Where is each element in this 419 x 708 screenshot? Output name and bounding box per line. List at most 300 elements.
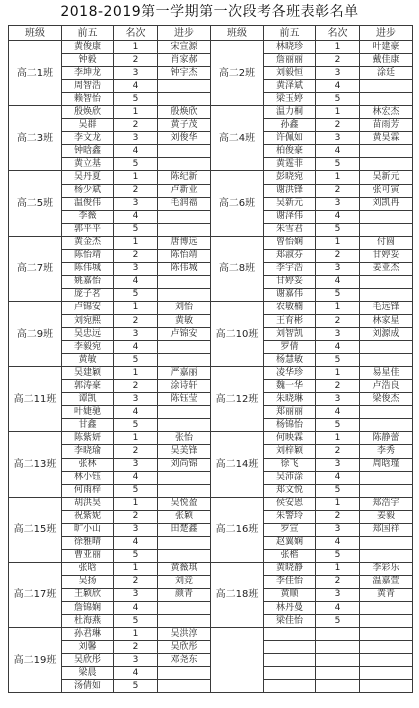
- top5-student: 旷小山: [62, 523, 114, 536]
- rank: 4: [114, 210, 158, 223]
- top5-student: 曾怡娴: [264, 236, 316, 249]
- table-row: [9, 236, 413, 249]
- rank: 1: [114, 171, 158, 184]
- rank: 4: [114, 275, 158, 288]
- rank: 4: [114, 406, 158, 419]
- rank: 3: [114, 132, 158, 145]
- progress-student: 刘尚锦: [158, 458, 211, 471]
- rank: 4: [114, 536, 158, 549]
- rank: 1: [114, 367, 158, 380]
- rank: 3: [316, 393, 360, 406]
- rank: 5: [316, 288, 360, 301]
- progress-student: 邓尧东: [158, 654, 211, 667]
- progress-student: 黄敏: [158, 314, 211, 327]
- top5-student: 吴沛涂: [264, 471, 316, 484]
- progress-student: [360, 288, 413, 301]
- progress-student: 张可寅: [360, 184, 413, 197]
- progress-student: 张颖: [158, 510, 211, 523]
- progress-student: [360, 158, 413, 171]
- rank: 1: [316, 171, 360, 184]
- progress-student: 陈伟城: [158, 262, 211, 275]
- progress-student: [360, 275, 413, 288]
- top5-student: 陈怡靖: [62, 249, 114, 262]
- progress-student: [360, 680, 413, 693]
- top5-student: 徐雅晴: [62, 536, 114, 549]
- progress-student: 温嘉萱: [360, 575, 413, 588]
- progress-student: [360, 93, 413, 106]
- progress-student: 林宏杰: [360, 106, 413, 119]
- table-row: [9, 41, 413, 54]
- progress-student: [158, 484, 211, 497]
- progress-student: 张怡: [158, 432, 211, 445]
- honor-roll-table: [8, 25, 413, 693]
- top5-student: 孙君琳: [62, 628, 114, 641]
- rank: 1: [316, 432, 360, 445]
- rank: 5: [114, 549, 158, 562]
- class-name: 高二15班: [9, 497, 62, 562]
- class-name: 高二12班: [211, 367, 264, 432]
- rank: 5: [316, 93, 360, 106]
- table-row: [9, 301, 413, 314]
- progress-student: 刘凯冉: [360, 197, 413, 210]
- top5-student: 钟毅: [62, 54, 114, 67]
- top5-student: 许佩如: [264, 132, 316, 145]
- header-top5: 前五: [62, 26, 114, 41]
- progress-student: 卢新业: [158, 184, 211, 197]
- rank: 2: [316, 314, 360, 327]
- rank: 4: [114, 667, 158, 680]
- progress-student: [360, 536, 413, 549]
- rank: 4: [316, 341, 360, 354]
- rank: 5: [316, 549, 360, 562]
- progress-student: 付圆: [360, 236, 413, 249]
- rank: [316, 680, 360, 693]
- progress-student: 毛远锋: [360, 301, 413, 314]
- progress-student: 黄薇琪: [158, 562, 211, 575]
- progress-student: [158, 158, 211, 171]
- progress-student: 宋宣源: [158, 41, 211, 54]
- class-name: 高二6班: [211, 171, 264, 236]
- progress-student: 田楚鑫: [158, 523, 211, 536]
- rank: 5: [114, 484, 158, 497]
- top5-student: [264, 680, 316, 693]
- progress-student: [158, 93, 211, 106]
- rank: 1: [114, 301, 158, 314]
- rank: 5: [114, 419, 158, 432]
- progress-student: 梁俊杰: [360, 393, 413, 406]
- top5-student: 李薇: [62, 210, 114, 223]
- rank: [316, 654, 360, 667]
- top5-student: 温俊伟: [62, 197, 114, 210]
- progress-student: [360, 145, 413, 158]
- progress-student: [158, 288, 211, 301]
- top5-student: 胡洪昊: [62, 497, 114, 510]
- rank: 5: [114, 288, 158, 301]
- top5-student: 赵翼娴: [264, 536, 316, 549]
- class-name: 高二7班: [9, 236, 62, 301]
- rank: 1: [114, 497, 158, 510]
- progress-student: 郑国祥: [360, 523, 413, 536]
- progress-student: [360, 341, 413, 354]
- progress-student: 刘怡: [158, 301, 211, 314]
- rank: [316, 628, 360, 641]
- top5-student: 林丹曼: [264, 602, 316, 615]
- rank: 2: [114, 575, 158, 588]
- rank: 1: [316, 106, 360, 119]
- top5-student: 何映霖: [264, 432, 316, 445]
- progress-student: 殷焕欣: [158, 106, 211, 119]
- progress-student: 涂诗轩: [158, 380, 211, 393]
- rank: 4: [114, 341, 158, 354]
- progress-student: [158, 680, 211, 693]
- progress-student: [158, 471, 211, 484]
- rank: 4: [114, 602, 158, 615]
- top5-student: 郭平平: [62, 223, 114, 236]
- progress-student: 毛润福: [158, 197, 211, 210]
- rank: 2: [316, 510, 360, 523]
- rank: 4: [316, 145, 360, 158]
- top5-student: 黄敏: [62, 354, 114, 367]
- rank: 1: [316, 497, 360, 510]
- top5-student: 朱警玲: [264, 510, 316, 523]
- rank: 3: [316, 458, 360, 471]
- progress-student: [360, 80, 413, 93]
- header-progress: 进步: [158, 26, 211, 41]
- rank: 3: [316, 67, 360, 80]
- top5-student: 林小钰: [62, 471, 114, 484]
- header-row: [9, 26, 413, 41]
- progress-student: [360, 471, 413, 484]
- table-body: [9, 26, 413, 693]
- class-name: 高二14班: [211, 432, 264, 497]
- progress-student: 周晗瑾: [360, 458, 413, 471]
- rank: 2: [114, 249, 158, 262]
- class-name: 高二11班: [9, 367, 62, 432]
- class-name: 高二9班: [9, 301, 62, 366]
- rank: 4: [114, 80, 158, 93]
- top5-student: 刘馨: [62, 641, 114, 654]
- class-name: 高二8班: [211, 236, 264, 301]
- rank: 1: [316, 41, 360, 54]
- top5-student: 张林: [62, 458, 114, 471]
- top5-student: 罗宣: [264, 523, 316, 536]
- table-row: [9, 432, 413, 445]
- header-class: 班级: [9, 26, 62, 41]
- progress-student: 黄青: [360, 588, 413, 601]
- progress-student: [158, 275, 211, 288]
- top5-student: 朱晓琳: [264, 393, 316, 406]
- top5-student: 柏俊豪: [264, 145, 316, 158]
- rank: 3: [114, 588, 158, 601]
- top5-student: 吴欣彤: [62, 654, 114, 667]
- rank: 1: [114, 41, 158, 54]
- progress-student: [360, 628, 413, 641]
- rank: 4: [316, 602, 360, 615]
- rank: 5: [114, 354, 158, 367]
- top5-student: 农敏楠: [264, 301, 316, 314]
- top5-student: 温力桐: [264, 106, 316, 119]
- top5-student: 侯安恩: [264, 497, 316, 510]
- top5-student: 梁晨: [62, 667, 114, 680]
- rank: 2: [114, 54, 158, 67]
- top5-student: 黄立基: [62, 158, 114, 171]
- rank: 3: [316, 197, 360, 210]
- class-name: 高二5班: [9, 171, 62, 236]
- rank: 4: [316, 471, 360, 484]
- progress-student: 陈怡靖: [158, 249, 211, 262]
- rank: 2: [114, 380, 158, 393]
- rank: 2: [114, 119, 158, 132]
- progress-student: [158, 536, 211, 549]
- progress-student: 林家星: [360, 314, 413, 327]
- top5-student: 梁玉婷: [264, 93, 316, 106]
- progress-student: [158, 354, 211, 367]
- rank: 3: [316, 328, 360, 341]
- progress-student: [158, 419, 211, 432]
- progress-student: 肖家郝: [158, 54, 211, 67]
- top5-student: 王育彬: [264, 314, 316, 327]
- progress-student: 易星佳: [360, 367, 413, 380]
- top5-student: 姚嘉怡: [62, 275, 114, 288]
- top5-student: 黄泽斌: [264, 80, 316, 93]
- rank: 5: [316, 484, 360, 497]
- top5-student: [264, 628, 316, 641]
- top5-student: 李宇浩: [264, 262, 316, 275]
- class-name: 高二2班: [211, 41, 264, 106]
- top5-student: 詹丽丽: [264, 54, 316, 67]
- rank: 1: [114, 628, 158, 641]
- top5-student: 卢锦安: [62, 301, 114, 314]
- progress-student: 甘婷妥: [360, 249, 413, 262]
- class-name: 高二10班: [211, 301, 264, 366]
- progress-student: 苗雨芳: [360, 119, 413, 132]
- table-row: [9, 562, 413, 575]
- progress-student: 戴佳康: [360, 54, 413, 67]
- top5-student: 吴丹夏: [62, 171, 114, 184]
- progress-student: [158, 667, 211, 680]
- top5-student: 李佳怡: [264, 575, 316, 588]
- rank: 1: [114, 562, 158, 575]
- progress-student: [360, 484, 413, 497]
- progress-student: [360, 223, 413, 236]
- class-name: 高二3班: [9, 106, 62, 171]
- rank: 3: [316, 523, 360, 536]
- top5-student: 黄霆菲: [264, 158, 316, 171]
- progress-student: 姜亚杰: [360, 262, 413, 275]
- rank: 5: [316, 223, 360, 236]
- progress-student: 陈钰莹: [158, 393, 211, 406]
- top5-student: 李文龙: [62, 132, 114, 145]
- top5-student: 张晗: [62, 562, 114, 575]
- rank: 4: [316, 406, 360, 419]
- progress-student: 刘俊华: [158, 132, 211, 145]
- top5-student: 郭涛豪: [62, 380, 114, 393]
- top5-student: 黄俊康: [62, 41, 114, 54]
- table-row: [9, 106, 413, 119]
- progress-student: 卢浩良: [360, 380, 413, 393]
- rank: 1: [114, 236, 158, 249]
- rank: 4: [316, 80, 360, 93]
- rank: 2: [316, 380, 360, 393]
- top5-student: 杜海燕: [62, 615, 114, 628]
- top5-student: 曹亚丽: [62, 549, 114, 562]
- rank: 3: [114, 523, 158, 536]
- progress-student: 陈纪新: [158, 171, 211, 184]
- top5-student: 郑淑芬: [264, 249, 316, 262]
- top5-student: 梁佳怡: [264, 615, 316, 628]
- rank: 5: [114, 158, 158, 171]
- progress-student: 吴洪淳: [158, 628, 211, 641]
- progress-student: [360, 406, 413, 419]
- rank: 3: [114, 458, 158, 471]
- top5-student: 李毅宛: [62, 341, 114, 354]
- progress-student: 涂廷: [360, 67, 413, 80]
- rank: 2: [114, 314, 158, 327]
- rank: 4: [114, 145, 158, 158]
- top5-student: 庞子茗: [62, 288, 114, 301]
- progress-student: [158, 615, 211, 628]
- progress-student: 李彩乐: [360, 562, 413, 575]
- progress-student: [360, 549, 413, 562]
- header-class: 班级: [211, 26, 264, 41]
- rank: 1: [114, 432, 158, 445]
- rank: 3: [316, 132, 360, 145]
- progress-student: 黄昊霖: [360, 132, 413, 145]
- rank: 2: [114, 510, 158, 523]
- rank: 2: [316, 445, 360, 458]
- top5-student: 祝紫妮: [62, 510, 114, 523]
- rank: 2: [316, 249, 360, 262]
- top5-student: 谭凯: [62, 393, 114, 406]
- rank: 5: [316, 615, 360, 628]
- rank: [316, 641, 360, 654]
- top5-student: 何雨梓: [62, 484, 114, 497]
- rank: 5: [114, 680, 158, 693]
- top5-student: 王颖欣: [62, 588, 114, 601]
- rank: 3: [114, 67, 158, 80]
- top5-student: 黄晓静: [264, 562, 316, 575]
- rank: 3: [114, 262, 158, 275]
- rank: 4: [114, 471, 158, 484]
- top5-student: 甘鑫: [62, 419, 114, 432]
- progress-student: [158, 549, 211, 562]
- rank: 3: [114, 654, 158, 667]
- top5-student: 张楷: [264, 549, 316, 562]
- rank: 2: [316, 575, 360, 588]
- top5-student: 郑文悦: [264, 484, 316, 497]
- top5-student: 陈紫妍: [62, 432, 114, 445]
- progress-student: 李秀: [360, 445, 413, 458]
- top5-student: 吴群: [62, 119, 114, 132]
- header-rank: 名次: [316, 26, 360, 41]
- top5-student: 凌华珍: [264, 367, 316, 380]
- rank: [316, 667, 360, 680]
- progress-student: [158, 602, 211, 615]
- top5-student: 钟晗鑫: [62, 145, 114, 158]
- top5-student: 刘毅恒: [264, 67, 316, 80]
- table-row: [9, 171, 413, 184]
- progress-student: [158, 210, 211, 223]
- rank: 2: [316, 119, 360, 132]
- progress-student: [158, 145, 211, 158]
- class-name: 高二4班: [211, 106, 264, 171]
- progress-student: 吴美锋: [158, 445, 211, 458]
- rank: 3: [114, 197, 158, 210]
- top5-student: 谢泽伟: [264, 210, 316, 223]
- rank: 5: [316, 158, 360, 171]
- progress-student: [158, 341, 211, 354]
- progress-student: 陈静蕾: [360, 432, 413, 445]
- progress-student: [360, 641, 413, 654]
- progress-student: [360, 602, 413, 615]
- top5-student: 汤倩如: [62, 680, 114, 693]
- top5-student: 孙鑫: [264, 119, 316, 132]
- top5-student: 刘宛熙: [62, 314, 114, 327]
- class-name: 高二1班: [9, 41, 62, 106]
- rank: 5: [114, 223, 158, 236]
- progress-student: [360, 354, 413, 367]
- rank: 2: [316, 54, 360, 67]
- rank: 4: [316, 536, 360, 549]
- header-top5: 前五: [264, 26, 316, 41]
- rank: 3: [316, 262, 360, 275]
- top5-student: 李坤龙: [62, 67, 114, 80]
- table-row: [9, 497, 413, 510]
- rank: 1: [114, 106, 158, 119]
- top5-student: 郑丽丽: [264, 406, 316, 419]
- progress-student: 黄子茂: [158, 119, 211, 132]
- progress-student: 严嘉丽: [158, 367, 211, 380]
- top5-student: 周智浩: [62, 80, 114, 93]
- top5-student: 吴新元: [264, 197, 316, 210]
- progress-student: 颜青: [158, 588, 211, 601]
- rank: 1: [316, 236, 360, 249]
- rank: 1: [316, 367, 360, 380]
- progress-student: 唐博远: [158, 236, 211, 249]
- progress-student: 吴欣彤: [158, 641, 211, 654]
- top5-student: 朱雪君: [264, 223, 316, 236]
- rank: 2: [114, 184, 158, 197]
- top5-student: [264, 654, 316, 667]
- top5-student: 杨少斌: [62, 184, 114, 197]
- rank: 1: [316, 301, 360, 314]
- rank: 3: [114, 393, 158, 406]
- progress-student: [158, 223, 211, 236]
- top5-student: 刘智凯: [264, 328, 316, 341]
- page-title: 2018-2019第一学期第一次段考各班表彰名单: [60, 4, 359, 20]
- top5-student: 叶婕驰: [62, 406, 114, 419]
- progress-student: 姜毅: [360, 510, 413, 523]
- class-name: 高二17班: [9, 562, 62, 627]
- top5-student: 谢嘉伟: [264, 288, 316, 301]
- class-name: 高二18班: [211, 562, 264, 627]
- top5-student: 吴建颖: [62, 367, 114, 380]
- progress-student: [360, 654, 413, 667]
- top5-student: 甘婷妥: [264, 275, 316, 288]
- rank: 2: [316, 184, 360, 197]
- top5-student: 徐飞: [264, 458, 316, 471]
- rank: 5: [316, 419, 360, 432]
- rank: 5: [316, 354, 360, 367]
- rank: 2: [114, 641, 158, 654]
- rank: 1: [316, 562, 360, 575]
- progress-student: [360, 419, 413, 432]
- top5-student: 谢洪锋: [264, 184, 316, 197]
- rank: 4: [316, 210, 360, 223]
- progress-student: [158, 406, 211, 419]
- top5-student: 杨慧敏: [264, 354, 316, 367]
- top5-student: [264, 641, 316, 654]
